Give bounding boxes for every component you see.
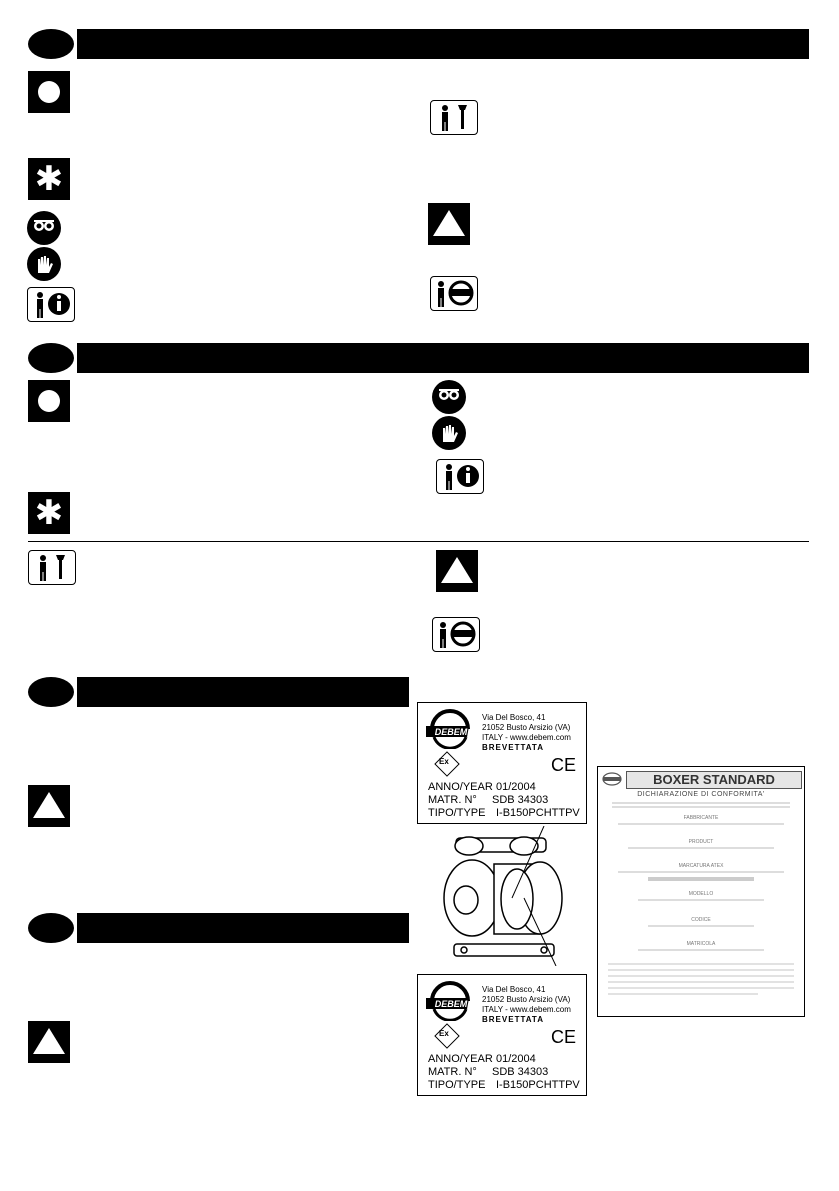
- section-bar-4: [77, 913, 409, 943]
- circle-icon: [28, 380, 70, 422]
- warning-triangle-icon: [28, 1021, 70, 1063]
- warning-triangle-icon: [28, 785, 70, 827]
- identification-plate-top: DEBEM Via Del Bosco, 41 21052 Busto Arsizio (VA) ITALY - www.debem.com BREVETTATA Ex CE ANNO/YEAR 01/2004 MATR. N° SDB 34303 TIPO/TYPE I-B150PCHTTPV: [417, 702, 587, 824]
- maintenance-wrench-icon: [430, 100, 478, 135]
- debem-logo: DEBEM: [426, 709, 474, 749]
- year-label: ANNO/YEAR: [428, 781, 493, 793]
- section-bar-3: [77, 677, 409, 707]
- declaration-section: CODICE: [691, 917, 711, 923]
- protective-gloves-icon: [27, 247, 61, 281]
- declaration-section: MODELLO: [688, 891, 714, 897]
- declaration-logo: [602, 772, 622, 786]
- address-line-3: ITALY - www.debem.com: [482, 733, 571, 742]
- year-label: ANNO/YEAR: [428, 1053, 493, 1065]
- divider-line: [28, 541, 809, 542]
- address-line-1: Via Del Bosco, 41: [482, 713, 546, 722]
- operator-info-icon: [27, 287, 75, 322]
- address-line-1: Via Del Bosco, 41: [482, 985, 546, 994]
- debem-logo: DEBEM: [426, 981, 474, 1021]
- pump-illustration: [424, 826, 584, 966]
- type-label: TIPO/TYPE: [428, 1079, 486, 1091]
- safety-goggles-icon: [27, 211, 61, 245]
- language-badge-1: [28, 29, 74, 59]
- declaration-section: MATRICOLA: [686, 941, 716, 947]
- warning-triangle-icon: [428, 203, 470, 245]
- address-line-2: 21052 Busto Arsizio (VA): [482, 995, 571, 1004]
- matr-value: SDB 34303: [492, 794, 549, 806]
- protective-gloves-icon: [432, 416, 466, 450]
- year-value: 01/2004: [496, 781, 536, 793]
- address-line-2: 21052 Busto Arsizio (VA): [482, 723, 571, 732]
- identification-plate-bottom: DEBEM Via Del Bosco, 41 21052 Busto Arsizio (VA) ITALY - www.debem.com BREVETTATA Ex CE ANNO/YEAR 01/2004 MATR. N° SDB 34303 TIPO/TYPE I-B150PCHTTPV: [417, 974, 587, 1096]
- patent-label: BREVETTATA: [482, 743, 544, 752]
- address-line-3: ITALY - www.debem.com: [482, 1005, 571, 1014]
- debem-service-icon: [432, 617, 480, 652]
- patent-label: BREVETTATA: [482, 1015, 544, 1024]
- year-value: 01/2004: [496, 1053, 536, 1065]
- maintenance-wrench-icon: [28, 550, 76, 585]
- declaration-section: MARCATURA ATEX: [678, 863, 724, 869]
- declaration-section: FABBRICANTE: [683, 815, 719, 821]
- section-bar-2: [77, 343, 809, 373]
- matr-label: MATR. N°: [428, 794, 477, 806]
- language-badge-4: [28, 913, 74, 943]
- matr-value: SDB 34303: [492, 1066, 549, 1078]
- safety-goggles-icon: [432, 380, 466, 414]
- ce-mark: CE: [551, 755, 577, 775]
- debem-service-icon: [430, 276, 478, 311]
- asterisk-icon: ✱: [28, 158, 70, 200]
- circle-icon: [28, 71, 70, 113]
- declaration-section: PRODUCT: [688, 839, 714, 845]
- type-value: I-B150PCHTTPV: [496, 1079, 580, 1091]
- declaration-heading: DICHIARAZIONE DI CONFORMITA': [637, 791, 765, 798]
- matr-label: MATR. N°: [428, 1066, 477, 1078]
- type-value: I-B150PCHTTPV: [496, 807, 580, 819]
- language-badge-2: [28, 343, 74, 373]
- warning-triangle-icon: [436, 550, 478, 592]
- operator-info-icon: [436, 459, 484, 494]
- asterisk-icon: ✱: [28, 492, 70, 534]
- type-label: TIPO/TYPE: [428, 807, 486, 819]
- ce-mark: CE: [551, 1027, 577, 1047]
- declaration-product-title: BOXER STANDARD: [626, 771, 802, 789]
- declaration-of-conformity: [597, 766, 805, 1017]
- language-badge-3: [28, 677, 74, 707]
- section-bar-1: [77, 29, 809, 59]
